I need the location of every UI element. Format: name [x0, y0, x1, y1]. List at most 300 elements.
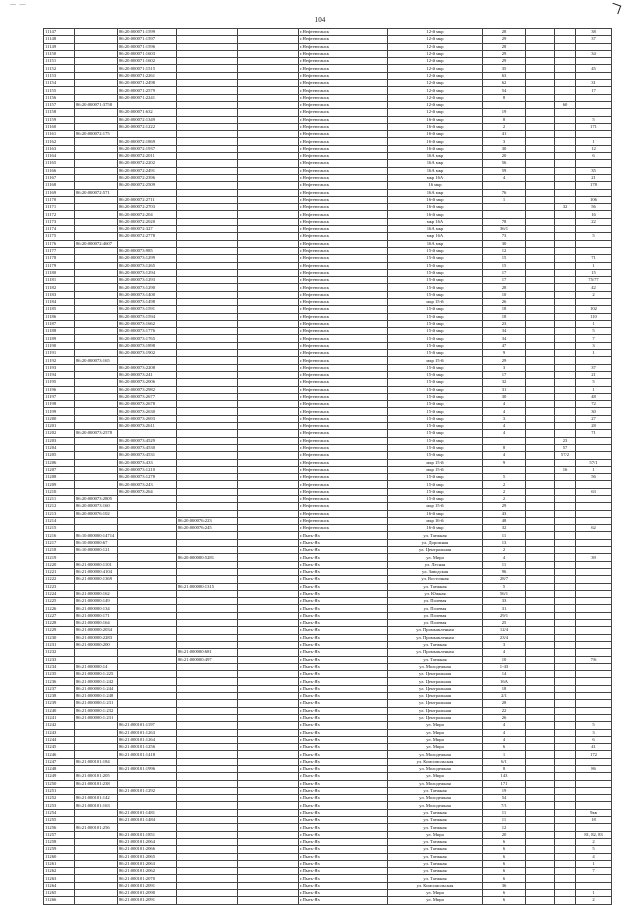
table-cell [177, 627, 238, 634]
table-cell: 1-43 [483, 663, 526, 670]
table-cell [238, 189, 299, 196]
table-cell: 86:21:000101:2090 [118, 890, 177, 897]
table-row [44, 444, 612, 451]
table-cell: 15-й мкр [388, 284, 483, 291]
table-row [44, 58, 612, 65]
table-cell: 11223 [44, 583, 75, 590]
table-cell [555, 474, 576, 481]
corner-mark [610, 3, 622, 15]
table-row [44, 481, 612, 488]
table-cell: 4 [483, 554, 526, 561]
table-cell [555, 693, 576, 700]
table-cell: 86:20:000072:204 [118, 211, 177, 218]
table-cell: 86:20:000073:1902 [118, 350, 177, 357]
table-cell [75, 488, 118, 495]
table-cell: ул. Мира [388, 729, 483, 736]
table-cell: 28 [483, 284, 526, 291]
table-cell: 11187 [44, 320, 75, 327]
table-cell [177, 58, 238, 65]
table-row [44, 116, 612, 123]
table-cell [118, 576, 177, 583]
table-row [44, 671, 612, 678]
table-cell: 11220 [44, 561, 75, 568]
table-cell [555, 262, 576, 269]
table-row [44, 656, 612, 663]
table-row [44, 838, 612, 845]
table-cell [526, 532, 555, 539]
table-cell [526, 678, 555, 685]
table-cell [238, 765, 299, 772]
table-cell: 11234 [44, 663, 75, 670]
table-cell: 15-й мкр [388, 364, 483, 371]
table-cell: 32 [483, 525, 526, 532]
table-cell: г.Нефтеюганск [299, 423, 388, 430]
table-cell: 4 [483, 729, 526, 736]
table-cell [177, 101, 238, 108]
table-cell [238, 211, 299, 218]
table-cell [75, 226, 118, 233]
table-row [44, 277, 612, 284]
table-row [44, 890, 612, 897]
table-cell: г.Нефтеюганск [299, 277, 388, 284]
table-cell: г.Пыть-Ях [299, 751, 388, 758]
table-cell [177, 693, 238, 700]
table-cell: ул. Таежная [388, 641, 483, 648]
table-cell: г.Нефтеюганск [299, 466, 388, 473]
table-cell [177, 342, 238, 349]
table-cell: 6 [483, 897, 526, 904]
table-cell: мкр 15-й [388, 503, 483, 510]
table-cell: 54 [483, 795, 526, 802]
table-cell [238, 824, 299, 831]
table-cell: 11245 [44, 744, 75, 751]
table-row [44, 875, 612, 882]
table-row [44, 824, 612, 831]
table-cell [555, 50, 576, 57]
table-cell [177, 466, 238, 473]
table-cell: г.Нефтеюганск [299, 408, 388, 415]
table-cell [177, 547, 238, 554]
table-cell: 2 [576, 838, 612, 845]
table-cell: 86:21:000101:205 [75, 773, 118, 780]
table-cell [526, 138, 555, 145]
table-cell: 16А [483, 678, 526, 685]
table-cell [238, 109, 299, 116]
table-cell: 37 [576, 364, 612, 371]
table-cell [238, 218, 299, 225]
table-cell: 15-й мкр [388, 335, 483, 342]
table-cell [118, 780, 177, 787]
table-cell [238, 700, 299, 707]
table-cell: г.Пыть-Ях [299, 868, 388, 875]
table-cell [177, 875, 238, 882]
table-cell [238, 401, 299, 408]
table-cell [118, 612, 177, 619]
table-cell: 16-й мкр [388, 131, 483, 138]
table-cell: 12-й мкр [388, 29, 483, 36]
table-cell [555, 94, 576, 101]
table-cell: 12/4 [483, 627, 526, 634]
table-cell [118, 641, 177, 648]
table-cell: 11265 [44, 890, 75, 897]
table-cell [118, 517, 177, 524]
table-cell: 3 [483, 138, 526, 145]
table-cell [238, 802, 299, 809]
table-cell [555, 641, 576, 648]
table-cell: 11174 [44, 226, 75, 233]
table-cell [118, 430, 177, 437]
table-cell: 86:21:000101:2066 [118, 846, 177, 853]
table-cell: 86:21:000000:1:244 [75, 685, 118, 692]
table-cell: 11181 [44, 277, 75, 284]
table-cell [75, 50, 118, 57]
table-cell: г.Нефтеюганск [299, 393, 388, 400]
table-cell: ул. Промышленная [388, 627, 483, 634]
table-cell [238, 707, 299, 714]
table-cell [555, 671, 576, 678]
table-cell [75, 649, 118, 656]
table-cell: 36 [483, 882, 526, 889]
table-cell [238, 58, 299, 65]
table-cell: 7 [576, 335, 612, 342]
table-cell [555, 503, 576, 510]
table-cell: г.Пыть-Ях [299, 795, 388, 802]
table-cell: г.Пыть-Ях [299, 576, 388, 583]
table-row [44, 174, 612, 181]
table-cell: г.Пыть-Ях [299, 700, 388, 707]
table-cell: г.Нефтеюганск [299, 131, 388, 138]
table-cell: г.Нефтеюганск [299, 196, 388, 203]
table-cell: 11193 [44, 364, 75, 371]
table-cell: 11262 [44, 868, 75, 875]
table-row [44, 284, 612, 291]
table-cell: г.Пыть-Ях [299, 561, 388, 568]
table-cell: 11165 [44, 160, 75, 167]
table-cell: 86:21:000101:2091 [118, 882, 177, 889]
table-cell [177, 576, 238, 583]
table-cell [75, 298, 118, 305]
table-cell: 29 [483, 357, 526, 364]
table-cell: 86:10:000000:121 [75, 547, 118, 554]
table-cell: 15-й мкр [388, 328, 483, 335]
table-cell: г.Нефтеюганск [299, 153, 388, 160]
table-cell [118, 583, 177, 590]
table-cell: 26 [483, 714, 526, 721]
table-cell [75, 371, 118, 378]
table-cell: мкр 16А [388, 218, 483, 225]
table-cell: г.Пыть-Ях [299, 693, 388, 700]
table-row [44, 751, 612, 758]
table-cell [526, 868, 555, 875]
table-cell: 86:21:000101:1481 [118, 809, 177, 816]
table-cell: 11188 [44, 328, 75, 335]
table-cell [576, 693, 612, 700]
table-cell [238, 350, 299, 357]
table-cell: 86:20:000071:2498 [118, 80, 177, 87]
table-cell [238, 298, 299, 305]
table-cell: 30 [576, 408, 612, 415]
table-cell: 9 [483, 459, 526, 466]
table-cell: 86:20:000072:571 [75, 189, 118, 196]
table-cell: 21 [576, 174, 612, 181]
table-cell [177, 707, 238, 714]
table-cell [177, 123, 238, 130]
table-cell [576, 678, 612, 685]
table-cell [177, 758, 238, 765]
table-cell: 2 [483, 123, 526, 130]
table-cell [177, 853, 238, 860]
table-cell: 31 [483, 386, 526, 393]
table-cell [177, 204, 238, 211]
table-cell: г.Нефтеюганск [299, 240, 388, 247]
table-row [44, 466, 612, 473]
table-cell: 86:21:000101:2062 [118, 868, 177, 875]
table-cell [555, 897, 576, 904]
table-cell [75, 846, 118, 853]
table-cell: г.Пыть-Ях [299, 758, 388, 765]
table-cell [526, 736, 555, 743]
table-cell [555, 773, 576, 780]
table-cell: 35 [483, 65, 526, 72]
table-cell [238, 758, 299, 765]
table-cell: 11225 [44, 598, 75, 605]
table-cell: 16-й мкр [388, 204, 483, 211]
table-cell [118, 693, 177, 700]
table-row [44, 101, 612, 108]
table-cell [118, 189, 177, 196]
table-cell [555, 590, 576, 597]
table-cell [238, 87, 299, 94]
table-cell: г.Пыть-Ях [299, 853, 388, 860]
table-cell: 86:20:000073:2693 [118, 415, 177, 422]
table-cell [177, 357, 238, 364]
table-cell [238, 430, 299, 437]
table-cell: 5 [576, 722, 612, 729]
table-cell: 86:21:000000:1369 [75, 576, 118, 583]
table-cell: 6/1 [483, 758, 526, 765]
table-cell [118, 525, 177, 532]
table-cell [177, 809, 238, 816]
table-cell: 12-й мкр [388, 94, 483, 101]
table-row [44, 795, 612, 802]
table-cell [526, 153, 555, 160]
table-cell: ул. Молодежная [388, 663, 483, 670]
table-cell [75, 831, 118, 838]
table-cell [238, 561, 299, 568]
table-cell [526, 838, 555, 845]
table-cell [177, 313, 238, 320]
table-cell: 11228 [44, 620, 75, 627]
table-cell [75, 459, 118, 466]
table-cell: 86:20:000073:1776 [118, 328, 177, 335]
table-cell [118, 496, 177, 503]
table-cell [576, 649, 612, 656]
table-cell [238, 853, 299, 860]
table-cell [238, 145, 299, 152]
table-row [44, 525, 612, 532]
table-cell [555, 401, 576, 408]
table-cell: ул. Мира [388, 722, 483, 729]
table-cell [555, 371, 576, 378]
table-cell [576, 583, 612, 590]
table-cell: 22 [576, 218, 612, 225]
table-cell [483, 466, 526, 473]
table-cell [177, 503, 238, 510]
table-cell [177, 211, 238, 218]
table-cell: 15-й мкр [388, 306, 483, 313]
table-cell: 38 [576, 29, 612, 36]
table-cell: 11210 [44, 488, 75, 495]
table-cell: г.Нефтеюганск [299, 262, 388, 269]
table-cell: 11261 [44, 860, 75, 867]
table-cell [555, 678, 576, 685]
table-row [44, 846, 612, 853]
table-cell: 15 [576, 269, 612, 276]
table-cell [177, 269, 238, 276]
table-cell: 86:21:000101:142 [75, 795, 118, 802]
table-cell [483, 211, 526, 218]
table-cell [118, 700, 177, 707]
table-cell [576, 298, 612, 305]
table-cell [118, 824, 177, 831]
table-cell: 86:20:000073:4531 [118, 452, 177, 459]
table-cell [177, 262, 238, 269]
table-cell: г.Пыть-Ях [299, 598, 388, 605]
table-cell [118, 707, 177, 714]
table-cell: г.Пыть-Ях [299, 744, 388, 751]
table-cell: 15-й мкр [388, 277, 483, 284]
table-cell [555, 780, 576, 787]
table-cell [526, 831, 555, 838]
table-cell [526, 773, 555, 780]
table-cell: ул. Таежная [388, 824, 483, 831]
table-cell [75, 43, 118, 50]
table-cell: 11182 [44, 284, 75, 291]
table-cell [555, 488, 576, 495]
table-cell [177, 598, 238, 605]
table-cell: 29 [483, 503, 526, 510]
table-cell: 12-й мкр [388, 80, 483, 87]
table-row [44, 291, 612, 298]
table-cell: 172 [576, 751, 612, 758]
table-cell: 12-й мкр [388, 65, 483, 72]
table-cell [177, 890, 238, 897]
table-cell: 11176 [44, 240, 75, 247]
table-cell: г.Нефтеюганск [299, 284, 388, 291]
table-cell: 18 [483, 306, 526, 313]
table-cell: 11154 [44, 80, 75, 87]
table-row [44, 306, 612, 313]
table-cell: г.Пыть-Ях [299, 897, 388, 904]
table-cell [177, 233, 238, 240]
table-cell: г.Пыть-Ях [299, 685, 388, 692]
table-cell [238, 539, 299, 546]
table-cell: 11175 [44, 233, 75, 240]
table-cell [238, 868, 299, 875]
table-row [44, 160, 612, 167]
table-cell: г.Нефтеюганск [299, 65, 388, 72]
table-cell [238, 488, 299, 495]
table-cell: 86:20:000073:1265 [118, 262, 177, 269]
table-cell: 11196 [44, 386, 75, 393]
table-cell [238, 568, 299, 575]
table-cell: 11160 [44, 123, 75, 130]
table-cell [238, 846, 299, 853]
table-cell: 11250 [44, 780, 75, 787]
table-cell [177, 605, 238, 612]
table-cell [526, 853, 555, 860]
table-cell [75, 364, 118, 371]
table-cell: г.Нефтеюганск [299, 255, 388, 262]
table-cell [555, 36, 576, 43]
table-cell [555, 663, 576, 670]
table-cell: 86:20:000072:2711 [118, 196, 177, 203]
table-cell [118, 656, 177, 663]
table-cell [75, 809, 118, 816]
table-cell [75, 335, 118, 342]
table-cell: 11164 [44, 153, 75, 160]
table-cell [177, 174, 238, 181]
table-cell [526, 145, 555, 152]
table-cell: 86:20:000076:102 [75, 510, 118, 517]
table-cell [238, 547, 299, 554]
table-cell [177, 765, 238, 772]
table-cell [576, 627, 612, 634]
table-cell [177, 423, 238, 430]
table-cell [555, 196, 576, 203]
table-cell: 86:20:000072:2020 [118, 218, 177, 225]
table-cell [75, 269, 118, 276]
table-cell [75, 80, 118, 87]
table-cell: ул. Таежная [388, 787, 483, 794]
table-cell: 15-й мкр [388, 423, 483, 430]
table-cell [238, 744, 299, 751]
table-cell: 86:20:000071:1597 [118, 36, 177, 43]
table-cell: 15-й мкр [388, 444, 483, 451]
table-cell [238, 795, 299, 802]
table-cell: 15-й мкр [388, 371, 483, 378]
table-cell [526, 627, 555, 634]
table-cell [555, 87, 576, 94]
table-cell [576, 240, 612, 247]
table-cell [555, 123, 576, 130]
table-cell [118, 685, 177, 692]
table-cell [526, 298, 555, 305]
table-cell [75, 736, 118, 743]
table-cell: 29/1 [483, 612, 526, 619]
table-cell: ул. Промышленная [388, 634, 483, 641]
table-row [44, 109, 612, 116]
table-cell: 12 [483, 247, 526, 254]
table-cell [526, 707, 555, 714]
table-cell [576, 787, 612, 794]
table-cell [177, 846, 238, 853]
table-cell: 59 [483, 167, 526, 174]
table-cell [555, 882, 576, 889]
table-cell [238, 787, 299, 794]
table-cell [75, 328, 118, 335]
table-cell [555, 612, 576, 619]
table-cell [555, 255, 576, 262]
table-cell [238, 371, 299, 378]
table-cell [526, 561, 555, 568]
table-cell: ул. Молодежная [388, 795, 483, 802]
table-cell [238, 444, 299, 451]
table-cell [75, 868, 118, 875]
table-cell: г.Пыть-Ях [299, 605, 388, 612]
table-cell: 11266 [44, 897, 75, 904]
table-cell [238, 94, 299, 101]
